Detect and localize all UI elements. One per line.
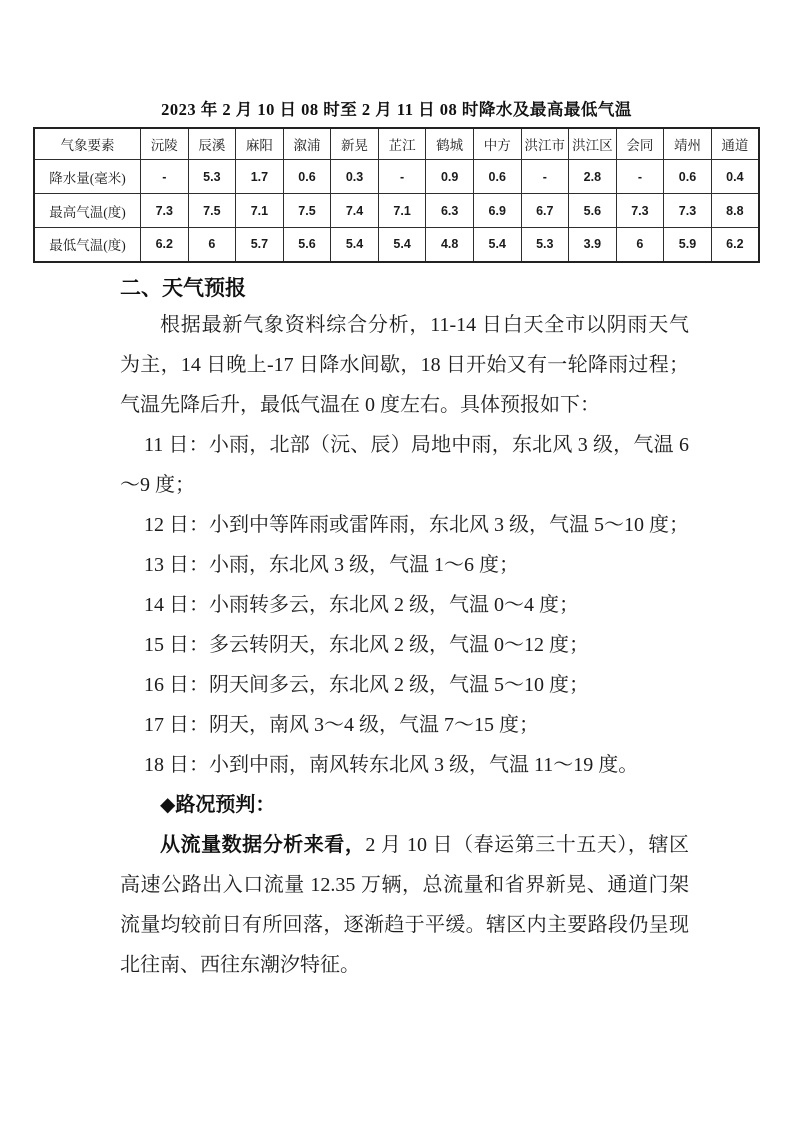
forecast-day-line-16: 16 日：阴天间多云，东北风 2 级，气温 5～10 度；	[144, 673, 589, 696]
table-cell: 7.3	[664, 194, 712, 228]
table-cell: 0.4	[711, 160, 759, 194]
table-cell: 5.3	[188, 160, 236, 194]
table-cell: 6.9	[473, 194, 521, 228]
table-cell: 7.1	[236, 194, 284, 228]
table-cell: -	[616, 160, 664, 194]
table-cell: 0.3	[331, 160, 379, 194]
forecast-day-line-14: 14 日：小雨转多云，东北风 2 级，气温 0～4 度；	[144, 593, 579, 616]
table-column-header: 通道	[711, 128, 759, 160]
table-column-header: 新晃	[331, 128, 379, 160]
table-cell: 0.9	[426, 160, 474, 194]
table-cell: 5.6	[283, 228, 331, 262]
table-row-label: 最高气温(度)	[34, 194, 141, 228]
table-cell: 5.7	[236, 228, 284, 262]
table-cell: 5.4	[473, 228, 521, 262]
table-cell: 5.6	[569, 194, 617, 228]
table-column-header: 中方	[473, 128, 521, 160]
table-cell: 1.7	[236, 160, 284, 194]
table-cell: 7.4	[331, 194, 379, 228]
table-row	[34, 228, 759, 262]
table-cell: 8.8	[711, 194, 759, 228]
table-column-header: 沅陵	[141, 128, 189, 160]
table-cell: 6.2	[141, 228, 189, 262]
table-cell: -	[378, 160, 426, 194]
table-title: 2023 年 2 月 10 日 08 时至 2 月 11 日 08 时降水及最高最低气温	[161, 100, 632, 119]
table-row	[34, 194, 759, 228]
table-row	[34, 160, 759, 194]
table-column-header: 芷江	[378, 128, 426, 160]
forecast-day-line-12: 12 日：小到中等阵雨或雷阵雨，东北风 3 级，气温 5～10 度；	[144, 513, 689, 536]
forecast-intro-paragraph: 根据最新气象资料综合分析，11-14 日白天全市以阴雨天气为主，14 日晚上-17 日降水间歇，18 日开始又有一轮降雨过程；气温先降后升，最低气温在 0 度左右。具体预报如下：	[120, 313, 689, 416]
forecast-day-line-17: 17 日：阴天，南风 3～4 级，气温 7～15 度；	[144, 713, 539, 736]
table-column-header: 溆浦	[283, 128, 331, 160]
forecast-day-line-13: 13 日：小雨，东北风 3 级，气温 1～6 度；	[144, 553, 519, 576]
table-cell: 3.9	[569, 228, 617, 262]
table-cell: 5.3	[521, 228, 569, 262]
table-cell: 2.8	[569, 160, 617, 194]
table-cell: 0.6	[664, 160, 712, 194]
forecast-day-line-18: 18 日：小到中雨，南风转东北风 3 级，气温 11～19 度。	[144, 753, 639, 776]
table-cell: 6.7	[521, 194, 569, 228]
table-cell: 5.9	[664, 228, 712, 262]
table-cell: 7.5	[188, 194, 236, 228]
table-column-header: 洪江区	[569, 128, 617, 160]
table-row-label: 降水量(毫米)	[34, 160, 141, 194]
table-row-label: 最低气温(度)	[34, 228, 141, 262]
table-cell: 6.3	[426, 194, 474, 228]
table-column-header: 麻阳	[236, 128, 284, 160]
table-cell: 0.6	[283, 160, 331, 194]
table-cell: 7.3	[616, 194, 664, 228]
road-condition-heading: ◆路况预判：	[160, 793, 276, 816]
table-corner-header: 气象要素	[34, 128, 141, 160]
forecast-day-line-15: 15 日：多云转阴天，东北风 2 级，气温 0～12 度；	[144, 633, 589, 656]
section-heading-weather-forecast: 二、天气预报	[120, 276, 246, 300]
table-cell: -	[141, 160, 189, 194]
table-cell: 6	[616, 228, 664, 262]
road-paragraph-body: 2 月 10 日（春运第三十五天），辖区高速公路出入口流量 12.35 万辆，总流量和省界新晃、通道门架流量均较前日有所回落，逐渐趋于平缓。辖区内主要路段仍呈现北往南、西往东潮汐特征。	[120, 833, 690, 976]
table-cell: 7.5	[283, 194, 331, 228]
table-cell: 7.1	[378, 194, 426, 228]
table-header-row	[34, 128, 759, 160]
table-column-header: 鹤城	[426, 128, 474, 160]
road-condition-paragraph	[120, 825, 689, 985]
table-column-header: 会同	[616, 128, 664, 160]
table-column-header: 辰溪	[188, 128, 236, 160]
table-cell: 5.4	[331, 228, 379, 262]
table-cell: 0.6	[473, 160, 521, 194]
table-cell: 4.8	[426, 228, 474, 262]
table-cell: 6.2	[711, 228, 759, 262]
table-column-header: 洪江市	[521, 128, 569, 160]
table-cell: 6	[188, 228, 236, 262]
weather-table	[33, 127, 760, 263]
table-column-header: 靖州	[664, 128, 712, 160]
table-cell: 5.4	[378, 228, 426, 262]
road-paragraph-lead: 从流量数据分析来看，	[160, 833, 366, 856]
weather-table-body	[34, 160, 759, 262]
table-cell: -	[521, 160, 569, 194]
forecast-day-line-11: 11 日：小雨，北部（沅、辰）局地中雨，东北风 3 级，气温 6～9 度；	[120, 433, 689, 496]
table-cell: 7.3	[141, 194, 189, 228]
weather-table-head	[34, 128, 759, 160]
